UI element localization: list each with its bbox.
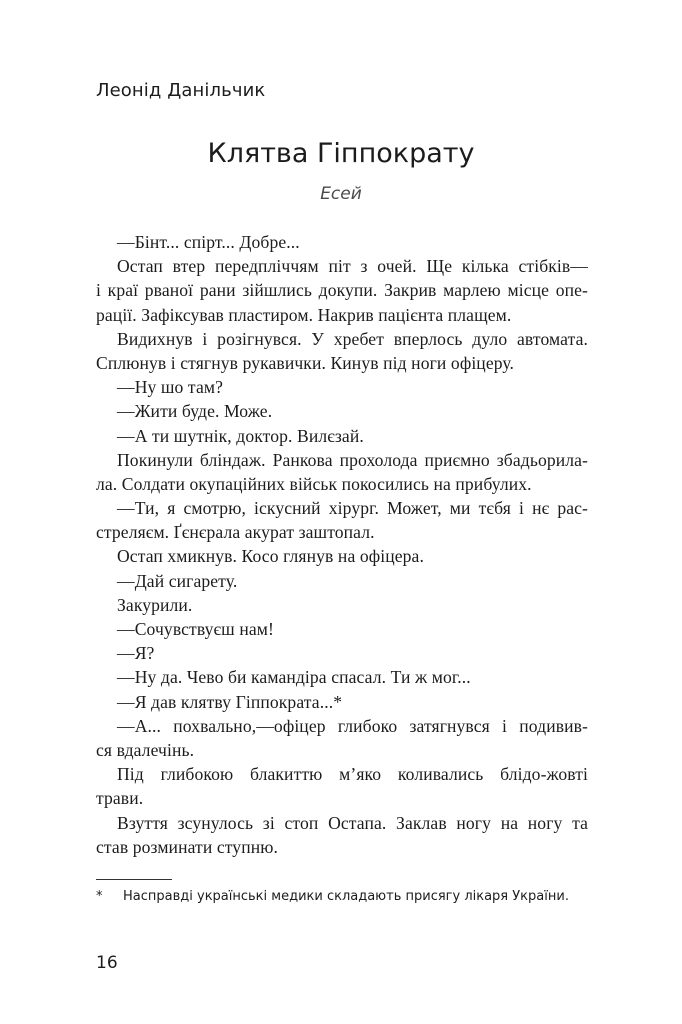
text-line: трави.	[96, 788, 144, 809]
text-line: ла. Солдати окупаційних військ покосились на прибулих.	[96, 473, 532, 494]
text-line: —А ти шутнік, доктор. Вилєзай.	[117, 425, 364, 446]
text-line: Остап втер передпліччям піт з очей. Ще кілька стібків—	[117, 256, 588, 277]
text-line: Покинули бліндаж. Ранкова прохолода приємно збадьорила-	[117, 449, 588, 470]
essay-genre: Есей	[320, 184, 362, 204]
text-line: —Я дав клятву Гіппократа...*	[117, 691, 343, 712]
text-line: Взуття зсунулось зі стоп Остапа. Заклав ногу на ногу та	[117, 812, 588, 833]
text-line: стреляєм. Ґєнєрала акурат заштопал.	[96, 522, 375, 543]
text-line: Сплюнув і стягнув рукавички. Кинув під ноги офіцеру.	[96, 352, 515, 373]
text-line: Під глибокою блакиттю м’яко коливались блідо-жовті	[117, 764, 588, 785]
text-line: —Сочувствуєш нам!	[117, 619, 274, 639]
text-line: —Ну шо там?	[117, 377, 223, 398]
text-line: став розминати ступню.	[96, 836, 278, 857]
text-line: —Жити буде. Може.	[117, 401, 273, 422]
text-line: —Дай сигарету.	[117, 570, 238, 591]
text-line: ся вдалечінь.	[96, 739, 195, 760]
text-line: —Ти, я смотрю, іскусний хірург. Может, ми тєбя і нє рас-	[117, 498, 588, 519]
essay-title: Клятва Гіппократу	[207, 138, 475, 169]
page-number: 16	[96, 953, 118, 973]
text-line: рації. Зафіксував пластиром. Накрив пацієнта плащем.	[96, 304, 512, 325]
footnote-marker: *	[96, 889, 103, 904]
author-name: Леонід Данільчик	[96, 80, 266, 101]
text-line: і краї рваної рани зійшлись докупи. Закрив марлею місце опе-	[96, 280, 588, 301]
footnote-divider	[96, 879, 172, 880]
text-line: —Я?	[117, 643, 155, 664]
text-line: —А... похвально,—офіцер глибоко затягнувся і подивив-	[117, 715, 588, 736]
text-line: —Ну да. Чево би камандіра спасал. Ти ж мог...	[117, 667, 471, 688]
text-line: Закурили.	[117, 594, 193, 615]
text-line: —Бінт... спірт... Добре...	[117, 232, 300, 252]
text-line: Видихнув і розігнувся. У хребет вперлось дуло автомата.	[117, 328, 588, 349]
footnote-text: Насправді українські медики складають присягу лікаря України.	[123, 889, 569, 904]
essay-body	[96, 230, 588, 859]
text-line: Остап хмикнув. Косо глянув на офіцера.	[117, 546, 424, 567]
